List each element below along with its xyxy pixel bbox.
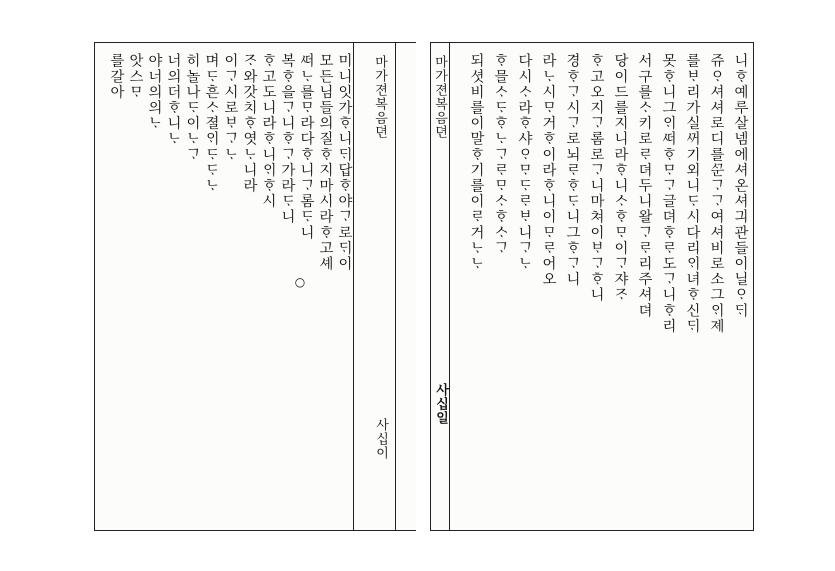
page-number: 사십일 xyxy=(433,383,448,425)
text-column: 를ᄇᆞ리가실ᄭᅥ기외니ᄃᆞ시다리ᄋᆡ녀ᄒᆞ신ᄃᆡ xyxy=(684,53,700,334)
text-column: ᄒᆞ고도니라ᄒᆞ니ᄋᆡᄒᆞ시 xyxy=(260,53,276,209)
right-page xyxy=(430,42,754,531)
text-column: 야너의의ᄂᆞ xyxy=(146,53,162,131)
text-column: 서구를ᄉᆞ키로ᄅᆞ뎌두니왈ᄀᆞᄅᆞ리주셔뎌 xyxy=(636,53,652,319)
text-column: 복ᄒᆞ을ᄀᆞ니ᄒᆞᄀᆞ가라ᄃᆞ니 xyxy=(279,53,295,225)
header-rule xyxy=(449,43,450,530)
text-column: 되셧비를이말ᄒᆞ기를이ᄅᆞ거ᄂᆞᄂᆞ xyxy=(468,53,484,272)
text-column: 라ᄂᆞ시ᄆᆞ거ᄒᆞ이라ᄒᆞ니이ᄆᆞᄅᆞ어오 xyxy=(540,53,556,287)
text-column: 이ᄀᆞ시로ᄇᆞᄀᆞᄂᆞ xyxy=(222,53,238,163)
header-rule xyxy=(353,43,354,530)
text-column: 너의더ᄒᆞ니ᄂᆞ xyxy=(165,53,181,147)
text-column: 다시ᄉᆞ라ᄒᆞ샤ᄋᆞᄆᆞᄃᆞᄅᆞᄇᆞ니ᄀᆞᄂᆞ xyxy=(516,53,532,272)
header-rule xyxy=(395,43,396,530)
running-title: 마가젼복음뎐 xyxy=(432,55,447,139)
running-title: 마가젼복음뎐 xyxy=(372,55,387,139)
page-number: 사십이 xyxy=(373,418,388,460)
text-column: 경ᄒᆞᄀᆞ시ᄀᆞ로뇌ᄅᆞᄒᆞᄃᆞ니그ᄒᆞᄀᆞ니 xyxy=(564,53,580,287)
text-column: 쥬ᄋᆞ셔셔로디를ᄭᅮᆫᄀᆞᄀᆞ여셔비로소그ᄋᆡ졔 xyxy=(708,53,724,334)
text-column: 당이드를지니라ᄒᆞ니ᄉᆞᄒᆞᄆᆞ이ᄀᆞ쟈ᄌᆞ xyxy=(612,53,628,303)
left-page xyxy=(94,42,418,531)
text-column: 미니잇가ᄒᆞ니ᄃᆡ답ᄒᆞ야ᄀᆞ로ᄃᆡ이 xyxy=(336,53,352,272)
text-column: 를갈아 xyxy=(108,53,124,100)
text-column: 모든님들의질ᄒᆞ지마시라ᄒᆞ고셰 xyxy=(317,53,333,272)
text-column: 며ᄃᆞ흔ᄉᆞ졀ᄋᆡᄃᆞᄃᆞᄂᆞ xyxy=(203,53,219,194)
stamp-mark: ○ xyxy=(293,275,307,290)
text-column: 앗스ᄆᆞ xyxy=(127,53,143,100)
text-column: 니ᄒᆞ예루살넴에셔온셔긔관들이닐ᄋᆞᄃᆡ xyxy=(732,53,748,319)
text-column: ᄒᆞ믈ᄉᆞᄃᆞᄒᆞᄂᆞᄀᆞᄅᆞᄆᆞᄉᆞᄒᆞᄉᆞᄀᆞ xyxy=(492,53,508,256)
text-column: 못ᄒᆞ니그ᄋᆡᄯᅥᄒᆞᄆᆞᄀᆞ글뎌ᄒᆞᄅᆞ도ᄀᆞ니ᄒᆞ리 xyxy=(660,53,676,334)
book-gutter xyxy=(416,42,430,532)
text-column: 히놀나ᄃᆞ이ᄂᆞᄀᆞ xyxy=(184,53,200,163)
text-column: ᄒᆞ고오지ᄀᆞ롬로ᄀᆞ니마쳐이ᄇᆞᄀᆞᄒᆞ니 xyxy=(588,53,604,303)
text-column: ᄌᆞ와갓치ᄒᆞ엿ᄂᆞ니라 xyxy=(241,53,257,194)
text-column: ᄯᅥᄂᆞ를ᄆᆞ라다ᄒᆞ니ᄀᆞ롬ᄃᆞ니 xyxy=(298,53,314,241)
